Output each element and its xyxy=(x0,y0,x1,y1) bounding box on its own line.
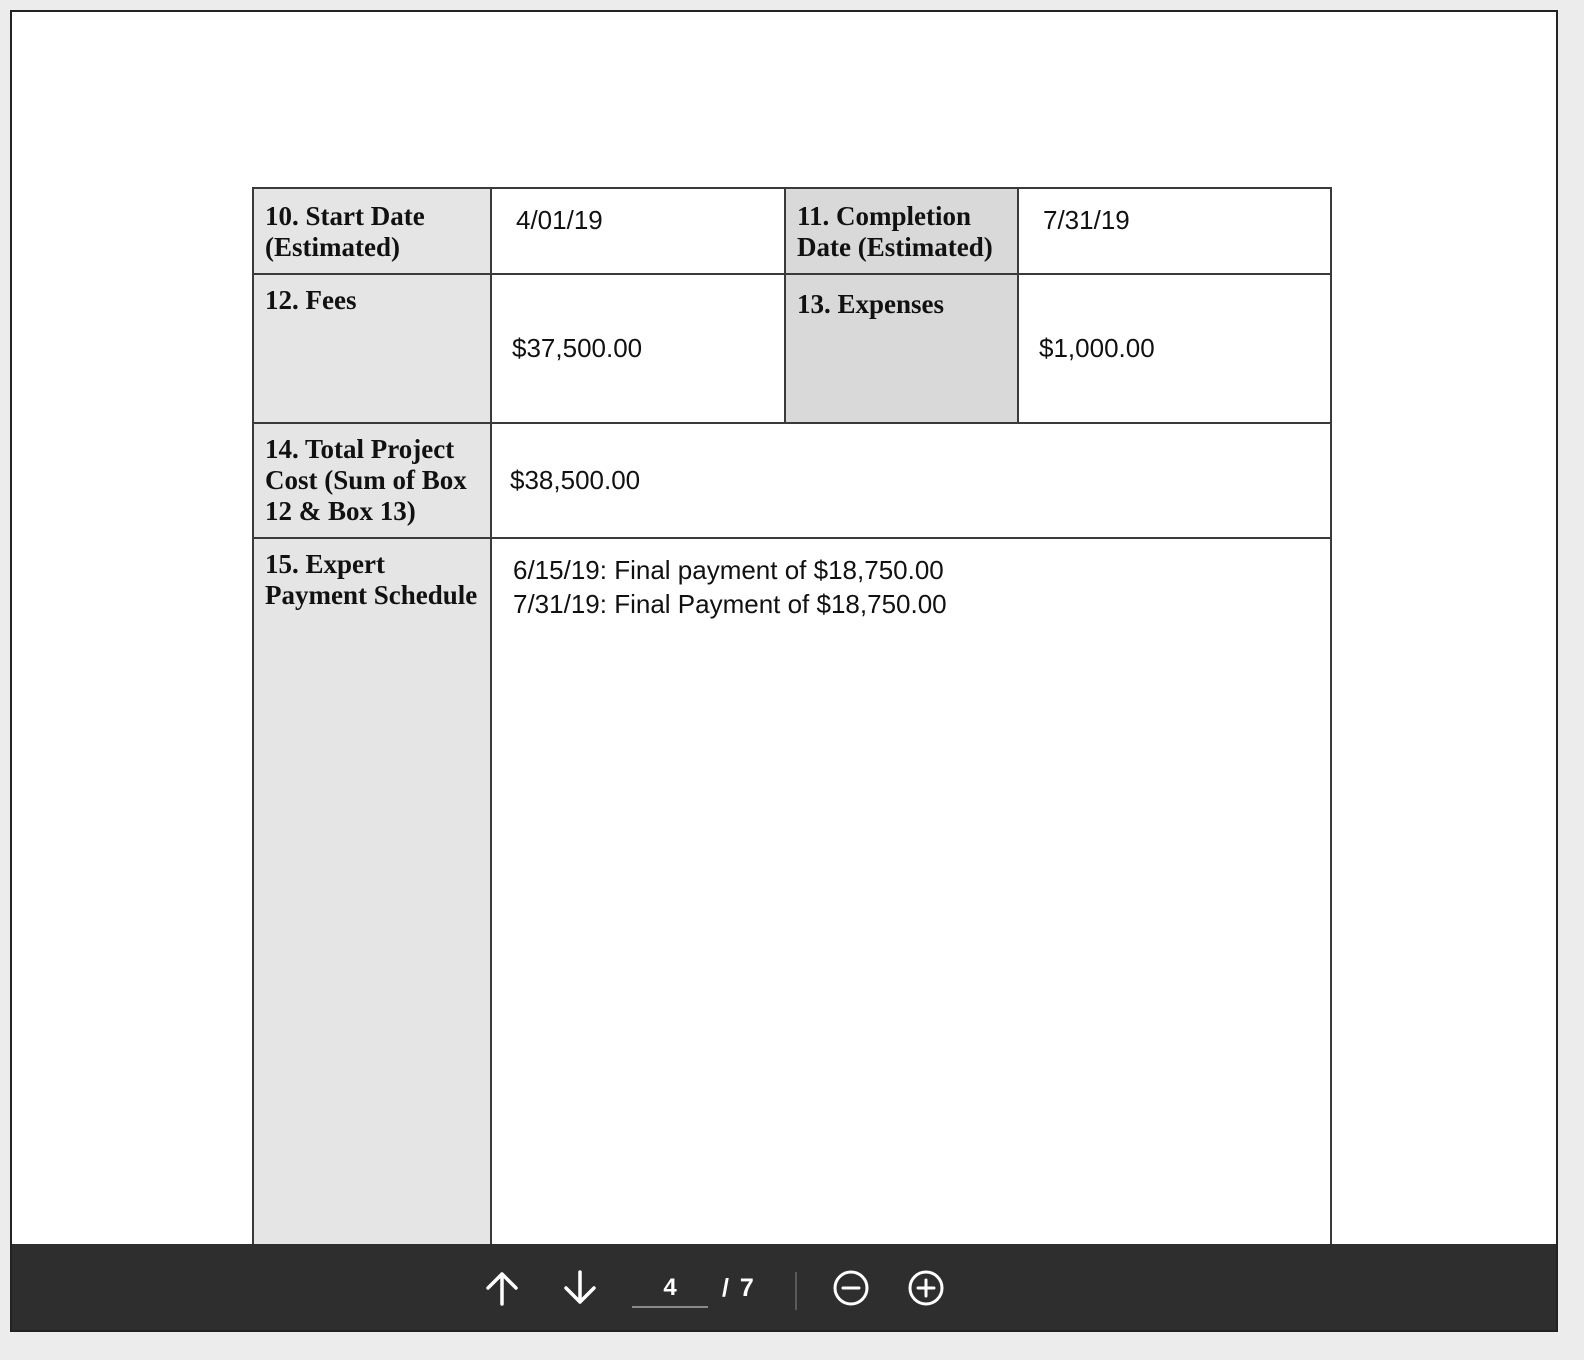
next-page-button[interactable] xyxy=(558,1266,602,1310)
page-total-label: / 7 xyxy=(722,1274,756,1302)
document-page xyxy=(12,12,1556,1244)
pdf-toolbar xyxy=(12,1244,1556,1332)
arrow-down-icon xyxy=(560,1268,600,1308)
viewer-frame xyxy=(10,10,1558,1332)
completion-date-label: 11. Completion Date (Estimated) xyxy=(785,188,1018,274)
fees-label: 12. Fees xyxy=(253,274,491,423)
payment-schedule-label: 15. Expert Payment Schedule xyxy=(253,538,491,1248)
total-cost-value: $38,500.00 xyxy=(491,423,1331,538)
fees-value: $37,500.00 xyxy=(491,274,785,423)
payment-schedule-line: 7/31/19: Final Payment of $18,750.00 xyxy=(513,589,947,619)
previous-page-button[interactable] xyxy=(480,1266,524,1310)
zoom-in-icon xyxy=(906,1268,946,1308)
zoom-in-button[interactable] xyxy=(904,1266,948,1310)
form-row-dates xyxy=(253,188,1331,274)
form-row-fees-expenses xyxy=(253,274,1331,423)
form-row-payment-schedule xyxy=(253,538,1331,1248)
payment-schedule-value xyxy=(491,538,1331,1248)
completion-date-value: 7/31/19 xyxy=(1018,188,1331,274)
project-cost-form-table xyxy=(252,187,1332,1248)
total-cost-label: 14. Total Project Cost (Sum of Box 12 & Box 13) xyxy=(253,423,491,538)
expenses-label: 13. Expenses xyxy=(785,274,1018,423)
toolbar-divider xyxy=(795,1272,797,1310)
zoom-out-icon xyxy=(831,1268,871,1308)
start-date-label: 10. Start Date (Estimated) xyxy=(253,188,491,274)
page-number-input[interactable] xyxy=(632,1270,708,1308)
payment-schedule-line: 6/15/19: Final payment of $18,750.00 xyxy=(513,555,944,585)
start-date-value: 4/01/19 xyxy=(491,188,785,274)
zoom-out-button[interactable] xyxy=(829,1266,873,1310)
form-row-total-cost xyxy=(253,423,1331,538)
arrow-up-icon xyxy=(482,1268,522,1308)
expenses-value: $1,000.00 xyxy=(1018,274,1331,423)
